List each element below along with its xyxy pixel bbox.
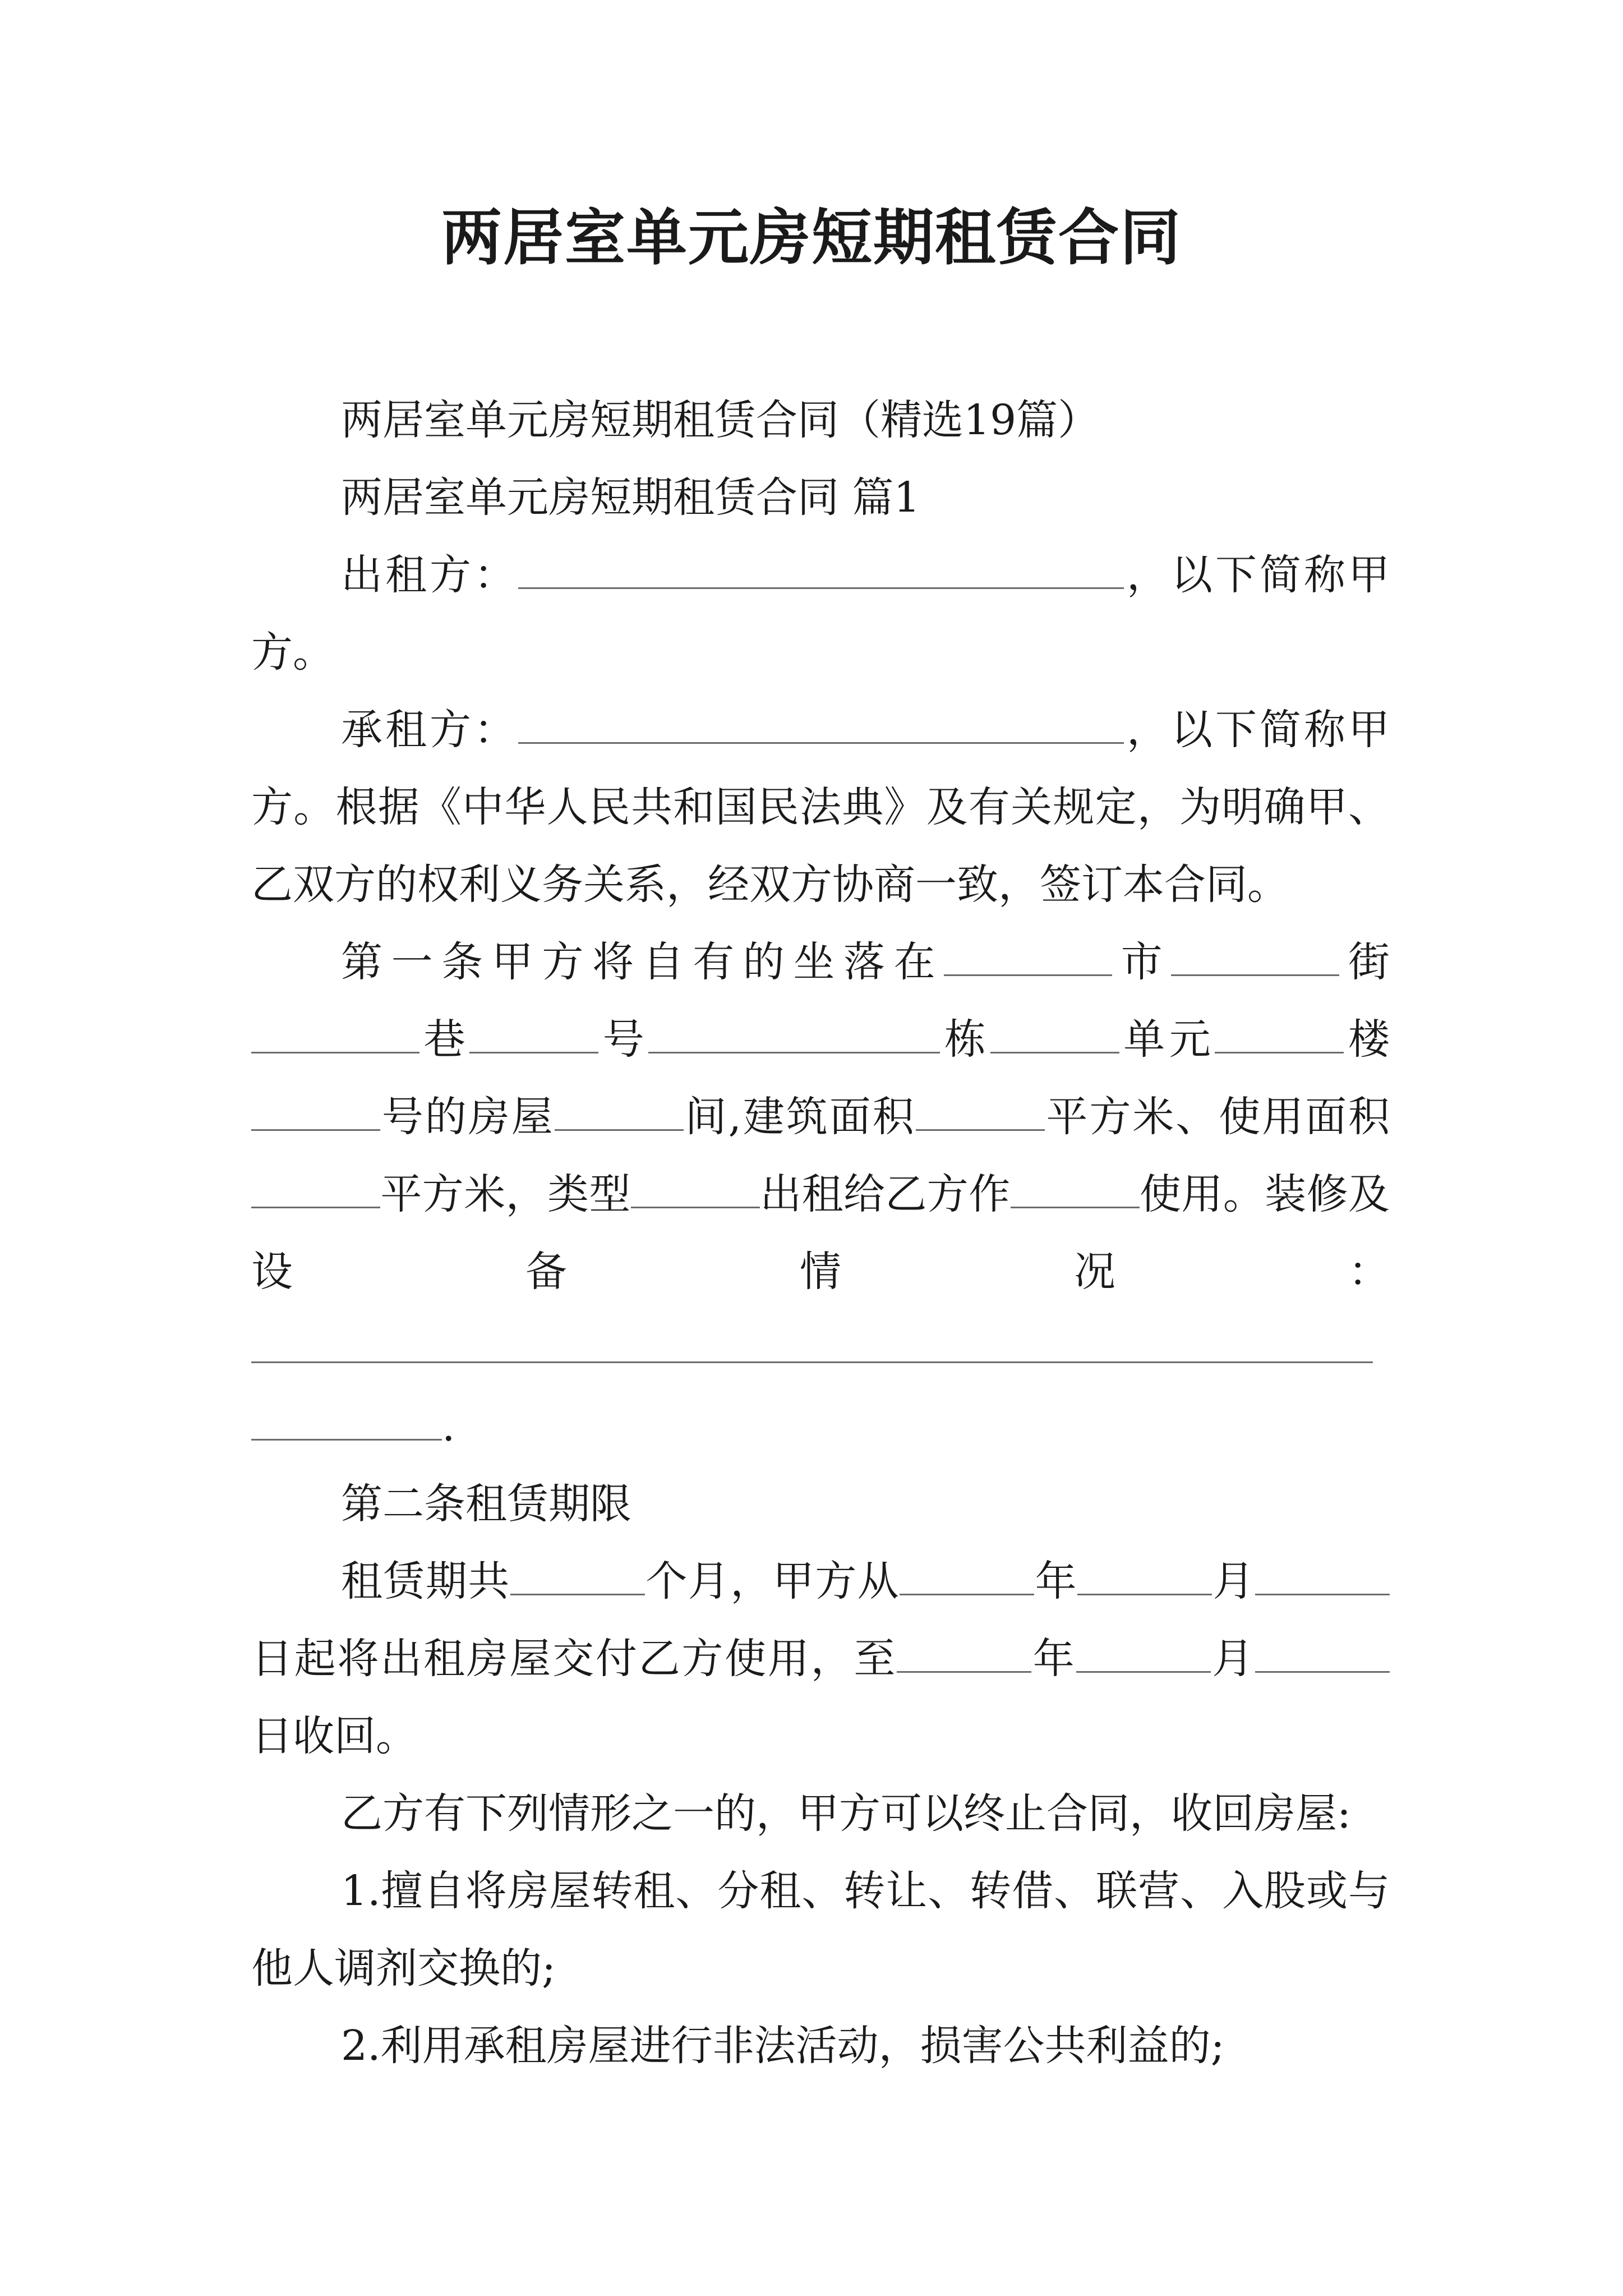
- article-2-heading: 第二条租赁期限: [341, 1480, 631, 1528]
- termination-item-2: 2.利用承租房屋进行非法活动，损害公共利益的;: [341, 2022, 1225, 2070]
- article-1-paragraph: [251, 923, 1390, 1465]
- lessor-label: 出租方：: [341, 551, 518, 599]
- article-1-text: 市: [1112, 938, 1172, 986]
- room-number-blank[interactable]: [251, 1096, 380, 1131]
- lessee-suffix: ，以下简称甲方。根据《中华人民共和国民法典》及有关规定，为明确甲、乙双方的权利义务关系，经双方协商一致，签订本合同。: [251, 706, 1390, 909]
- article-1-text: 第一条甲方将自有的坐落在: [341, 938, 944, 986]
- termination-item-1: 1.擅自将房屋转租、分租、转让、转借、联营、入股或与他人调剂交换的;: [251, 1867, 1390, 1993]
- article-1-text: 号: [598, 1015, 649, 1064]
- article-1-text: 平方米、使用面积: [1044, 1093, 1390, 1141]
- termination-intro: 乙方有下列情形之一的，甲方可以终止合同，收回房屋:: [341, 1789, 1351, 1838]
- unit-blank[interactable]: [990, 1018, 1119, 1053]
- usable-area-blank[interactable]: [251, 1173, 380, 1208]
- article-1-text: 间,建筑面积: [683, 1093, 916, 1141]
- article-1-text: .: [442, 1402, 455, 1451]
- article-1-text: 平方米，类型: [380, 1170, 631, 1218]
- end-month-blank[interactable]: [1076, 1637, 1211, 1673]
- equipment-blank-tail[interactable]: [251, 1405, 442, 1441]
- article-2-text: 月: [1210, 1635, 1256, 1683]
- document-body: [251, 381, 1390, 2085]
- start-year-blank[interactable]: [900, 1560, 1034, 1595]
- article-1-text: 出租给乙方作: [759, 1170, 1011, 1218]
- article-2-text: 日收回。: [251, 1712, 417, 1760]
- lessor-paragraph: [251, 536, 1390, 691]
- lane-blank[interactable]: [251, 1018, 419, 1053]
- article-1-text: 单元: [1119, 1015, 1215, 1064]
- article-2-text: 年: [1031, 1635, 1076, 1683]
- city-blank[interactable]: [944, 941, 1112, 976]
- months-blank[interactable]: [510, 1560, 645, 1595]
- lessee-blank[interactable]: [518, 708, 1124, 744]
- end-day-blank[interactable]: [1255, 1637, 1390, 1673]
- subtitle-line: 两居室单元房短期租赁合同（精选19篇）: [341, 396, 1100, 444]
- building-area-blank[interactable]: [916, 1096, 1045, 1131]
- document-title: 两居室单元房短期租赁合同: [441, 203, 1182, 273]
- article-2-paragraph: [251, 1543, 1390, 1775]
- part-heading: 两居室单元房短期租赁合同 篇1: [341, 473, 920, 522]
- end-year-blank[interactable]: [897, 1637, 1031, 1673]
- article-2-text: 年: [1034, 1557, 1078, 1605]
- type-blank[interactable]: [631, 1173, 760, 1208]
- building-blank[interactable]: [648, 1018, 940, 1053]
- article-1-text: 栋: [940, 1015, 990, 1064]
- floor-blank[interactable]: [1215, 1018, 1344, 1053]
- article-2-text: 日起将出租房屋交付乙方使用，至: [251, 1635, 897, 1683]
- equipment-blank[interactable]: [251, 1328, 1373, 1363]
- article-2-text: 个月，甲方从: [644, 1557, 900, 1605]
- article-1-text: 楼: [1344, 1015, 1390, 1064]
- article-1-text: 巷: [419, 1015, 470, 1064]
- lessor-blank[interactable]: [518, 554, 1124, 589]
- start-month-blank[interactable]: [1077, 1560, 1212, 1595]
- number-blank[interactable]: [469, 1018, 598, 1053]
- lessee-label: 承租方：: [341, 706, 518, 754]
- usage-blank[interactable]: [1011, 1173, 1140, 1208]
- article-1-text: 使用。装修及设备情况：: [251, 1170, 1390, 1296]
- lessee-paragraph: [251, 691, 1390, 923]
- lessor-suffix: ，以下简称甲方。: [251, 551, 1390, 677]
- article-2-text: 租赁期共: [341, 1557, 510, 1605]
- street-blank[interactable]: [1171, 941, 1339, 976]
- start-day-blank[interactable]: [1255, 1560, 1390, 1595]
- article-1-text: 街: [1339, 938, 1390, 986]
- article-1-text: 号的房屋: [380, 1093, 555, 1141]
- article-2-text: 月: [1212, 1557, 1256, 1605]
- rooms-blank[interactable]: [555, 1096, 684, 1131]
